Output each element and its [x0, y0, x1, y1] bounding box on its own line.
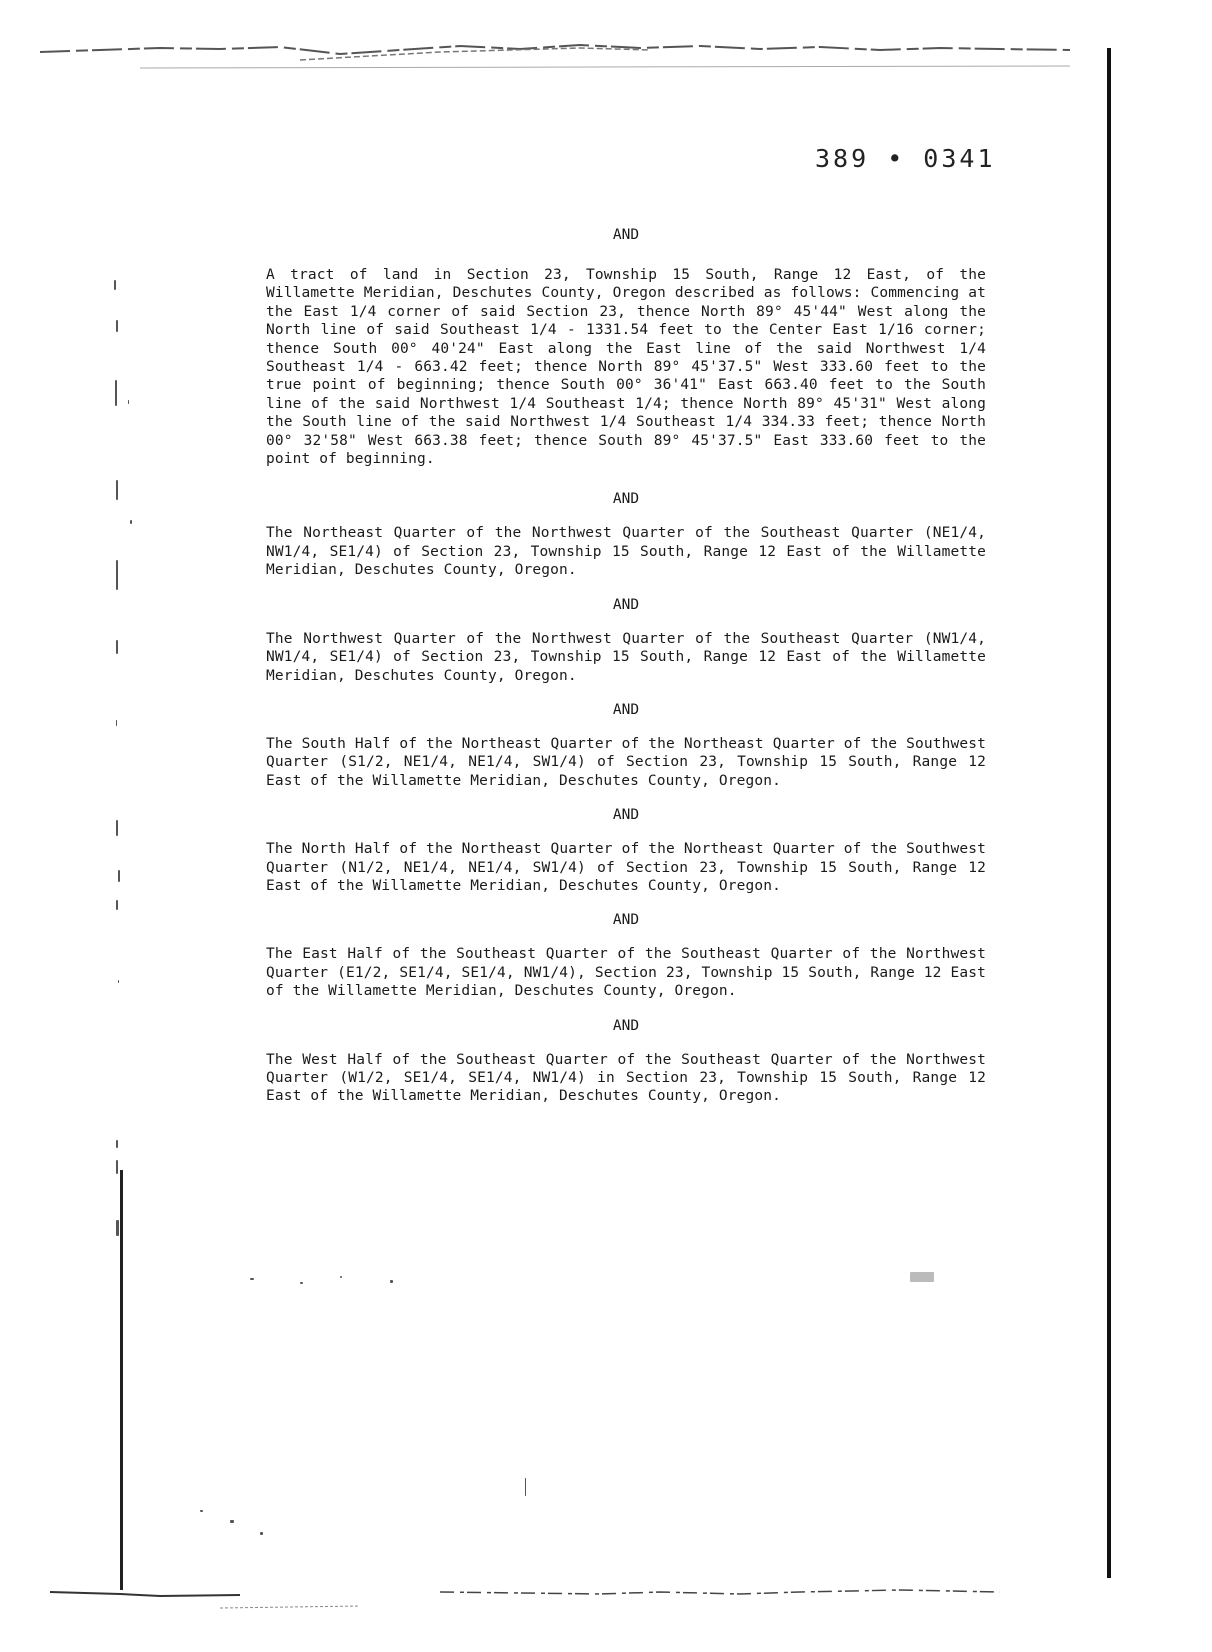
tract-description-paragraph: The North Half of the Northeast Quarter of the Northeast Quarter of the Southwest Quarter (N1/2, NE1/4, NE1/4, SW1/4) of Section 23, Township 15 South, Range 12 East of the Willamette Meridian, Deschutes County, Oregon.	[266, 841, 986, 894]
conjunction-heading: AND	[612, 807, 640, 824]
conjunction-heading: AND	[612, 701, 640, 718]
tract-description-paragraph: The Northwest Quarter of the Northwest Quarter of the Southeast Quarter (NW1/4, NW1/4, SE1/4) of Section 23, Township 15 South, Range 12 East of the Willamette Meridian, Deschutes County, Oregon.	[266, 630, 986, 684]
conjunction-heading: AND	[612, 491, 640, 508]
conjunction-heading: AND	[612, 227, 640, 243]
tract-description-paragraph: The East Half of the Southeast Quarter of the Southeast Quarter of the Northwest Quarter (E1/2, SE1/4, SE1/4, NW1/4), Section 23, Township 15 South, Range 12 East of the Willamette Meridian, Deschutes County, Oregon.	[266, 946, 986, 1000]
conjunction-heading: AND	[612, 1017, 640, 1034]
tract-description-paragraph: The West Half of the Southeast Quarter of the Southeast Quarter of the Northwest Quarter (W1/2, SE1/4, SE1/4, NW1/4) in Section 23, Township 15 South, Range 12 East of the Willamette Meridian, Deschutes County, Oregon.	[266, 1051, 986, 1105]
tract-description-paragraph: The Northeast Quarter of the Northwest Quarter of the Southeast Quarter (NE1/4, NW1/4, SE1/4) of Section 23, Township 15 South, Range 12 East of the Willamette Meridian, Deschutes County, Oregon.	[266, 525, 986, 579]
legal-description	[266, 226, 986, 1106]
scan-left-margin-specks	[110, 260, 150, 1260]
tract-description-paragraph: The South Half of the Northeast Quarter of the Northeast Quarter of the Southwest Quarter (S1/2, NE1/4, NE1/4, SW1/4) of Section 23, Township 15 South, Range 12 East of the Willamette Meridian, Deschutes County, Oregon.	[266, 735, 986, 789]
conjunction-heading: AND	[612, 912, 640, 929]
conjunction-heading: AND	[612, 596, 640, 613]
scan-top-edge-artifact	[40, 40, 1070, 70]
page-number: 389 • 0341	[815, 144, 996, 173]
tract-description-paragraph: A tract of land in Section 23, Township 15 South, Range 12 East, of the Willamette Meridian, Deschutes County, Oregon described as follows: Commencing at the East 1/4 corner of said Section 23, thence North 89° 45'44" West along the North line of said Southeast 1/4 - 1331.54 feet to the Center East 1/16 corner; thence South 00° 40'24" East along the East line of the said Northwest 1/4 Southeast 1/4 - 663.42 feet; thence North 89° 45'37.5" West 333.60 feet to the true point of beginning; thence South 00° 36'41" East 663.40 feet to the South line of the said Northwest 1/4 Southeast 1/4; thence North 89° 45'31" West along the South line of the said Northwest 1/4 Southeast 1/4 334.33 feet; thence North 00° 32'58" West 663.38 feet; thence South 89° 45'37.5" East 333.60 feet to the point of beginning.	[266, 267, 986, 468]
scan-right-border-line	[1107, 48, 1111, 1578]
scan-footer-specks	[140, 1260, 1040, 1580]
